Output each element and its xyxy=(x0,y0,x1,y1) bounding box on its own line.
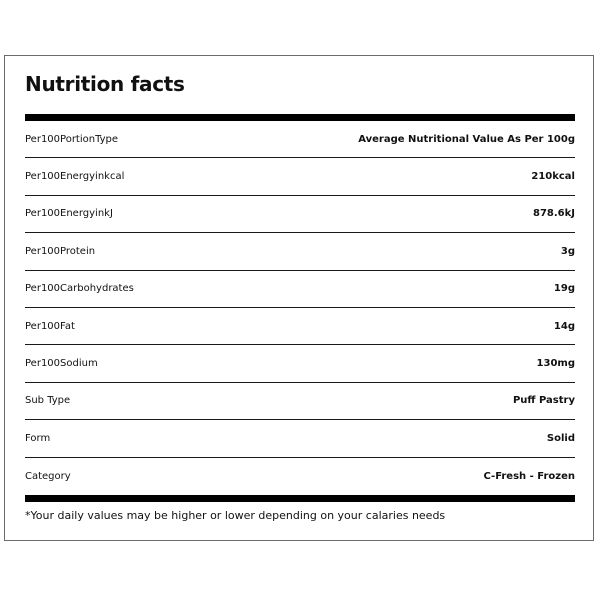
row-value: Average Nutritional Value As Per 100g xyxy=(358,133,575,145)
table-row-form xyxy=(25,420,575,457)
row-value: 14g xyxy=(553,320,575,332)
row-label: Per100Energyinkcal xyxy=(25,171,125,183)
row-label: Per100Carbohydrates xyxy=(25,283,134,295)
table-row-sub-type xyxy=(25,383,575,420)
row-value: 878.6kJ xyxy=(532,208,575,220)
top-divider-bar xyxy=(25,114,575,121)
row-value: Puff Pastry xyxy=(512,395,575,407)
table-row-carbohydrates xyxy=(25,271,575,308)
table-row-sodium xyxy=(25,345,575,382)
row-value: C-Fresh - Frozen xyxy=(483,470,575,482)
footnote: *Your daily values may be higher or lower depending on your calaries needs xyxy=(25,509,446,522)
row-value: 3g xyxy=(560,245,575,257)
table-row-portion-type xyxy=(25,121,575,158)
row-label: Per100EnergyinkJ xyxy=(25,208,113,220)
nutrition-facts-panel xyxy=(4,55,594,541)
row-value: 19g xyxy=(553,283,575,295)
row-label: Per100Fat xyxy=(25,320,75,332)
table-row-energy-kcal xyxy=(25,158,575,195)
nutrition-table xyxy=(25,121,575,495)
page-title: Nutrition facts xyxy=(25,72,185,96)
table-row-energy-kj xyxy=(25,196,575,233)
row-label: Per100Sodium xyxy=(25,358,98,370)
row-label: Per100Protein xyxy=(25,245,96,257)
row-value: 130mg xyxy=(536,358,575,370)
row-label: Per100PortionType xyxy=(25,133,119,145)
row-value: Solid xyxy=(546,432,575,444)
table-row-category xyxy=(25,458,575,495)
row-label: Category xyxy=(25,470,71,482)
table-row-fat xyxy=(25,308,575,345)
row-value: 210kcal xyxy=(531,171,575,183)
row-label: Sub Type xyxy=(25,395,71,407)
bottom-divider-bar xyxy=(25,495,575,502)
row-label: Form xyxy=(25,432,51,444)
table-row-protein xyxy=(25,233,575,270)
